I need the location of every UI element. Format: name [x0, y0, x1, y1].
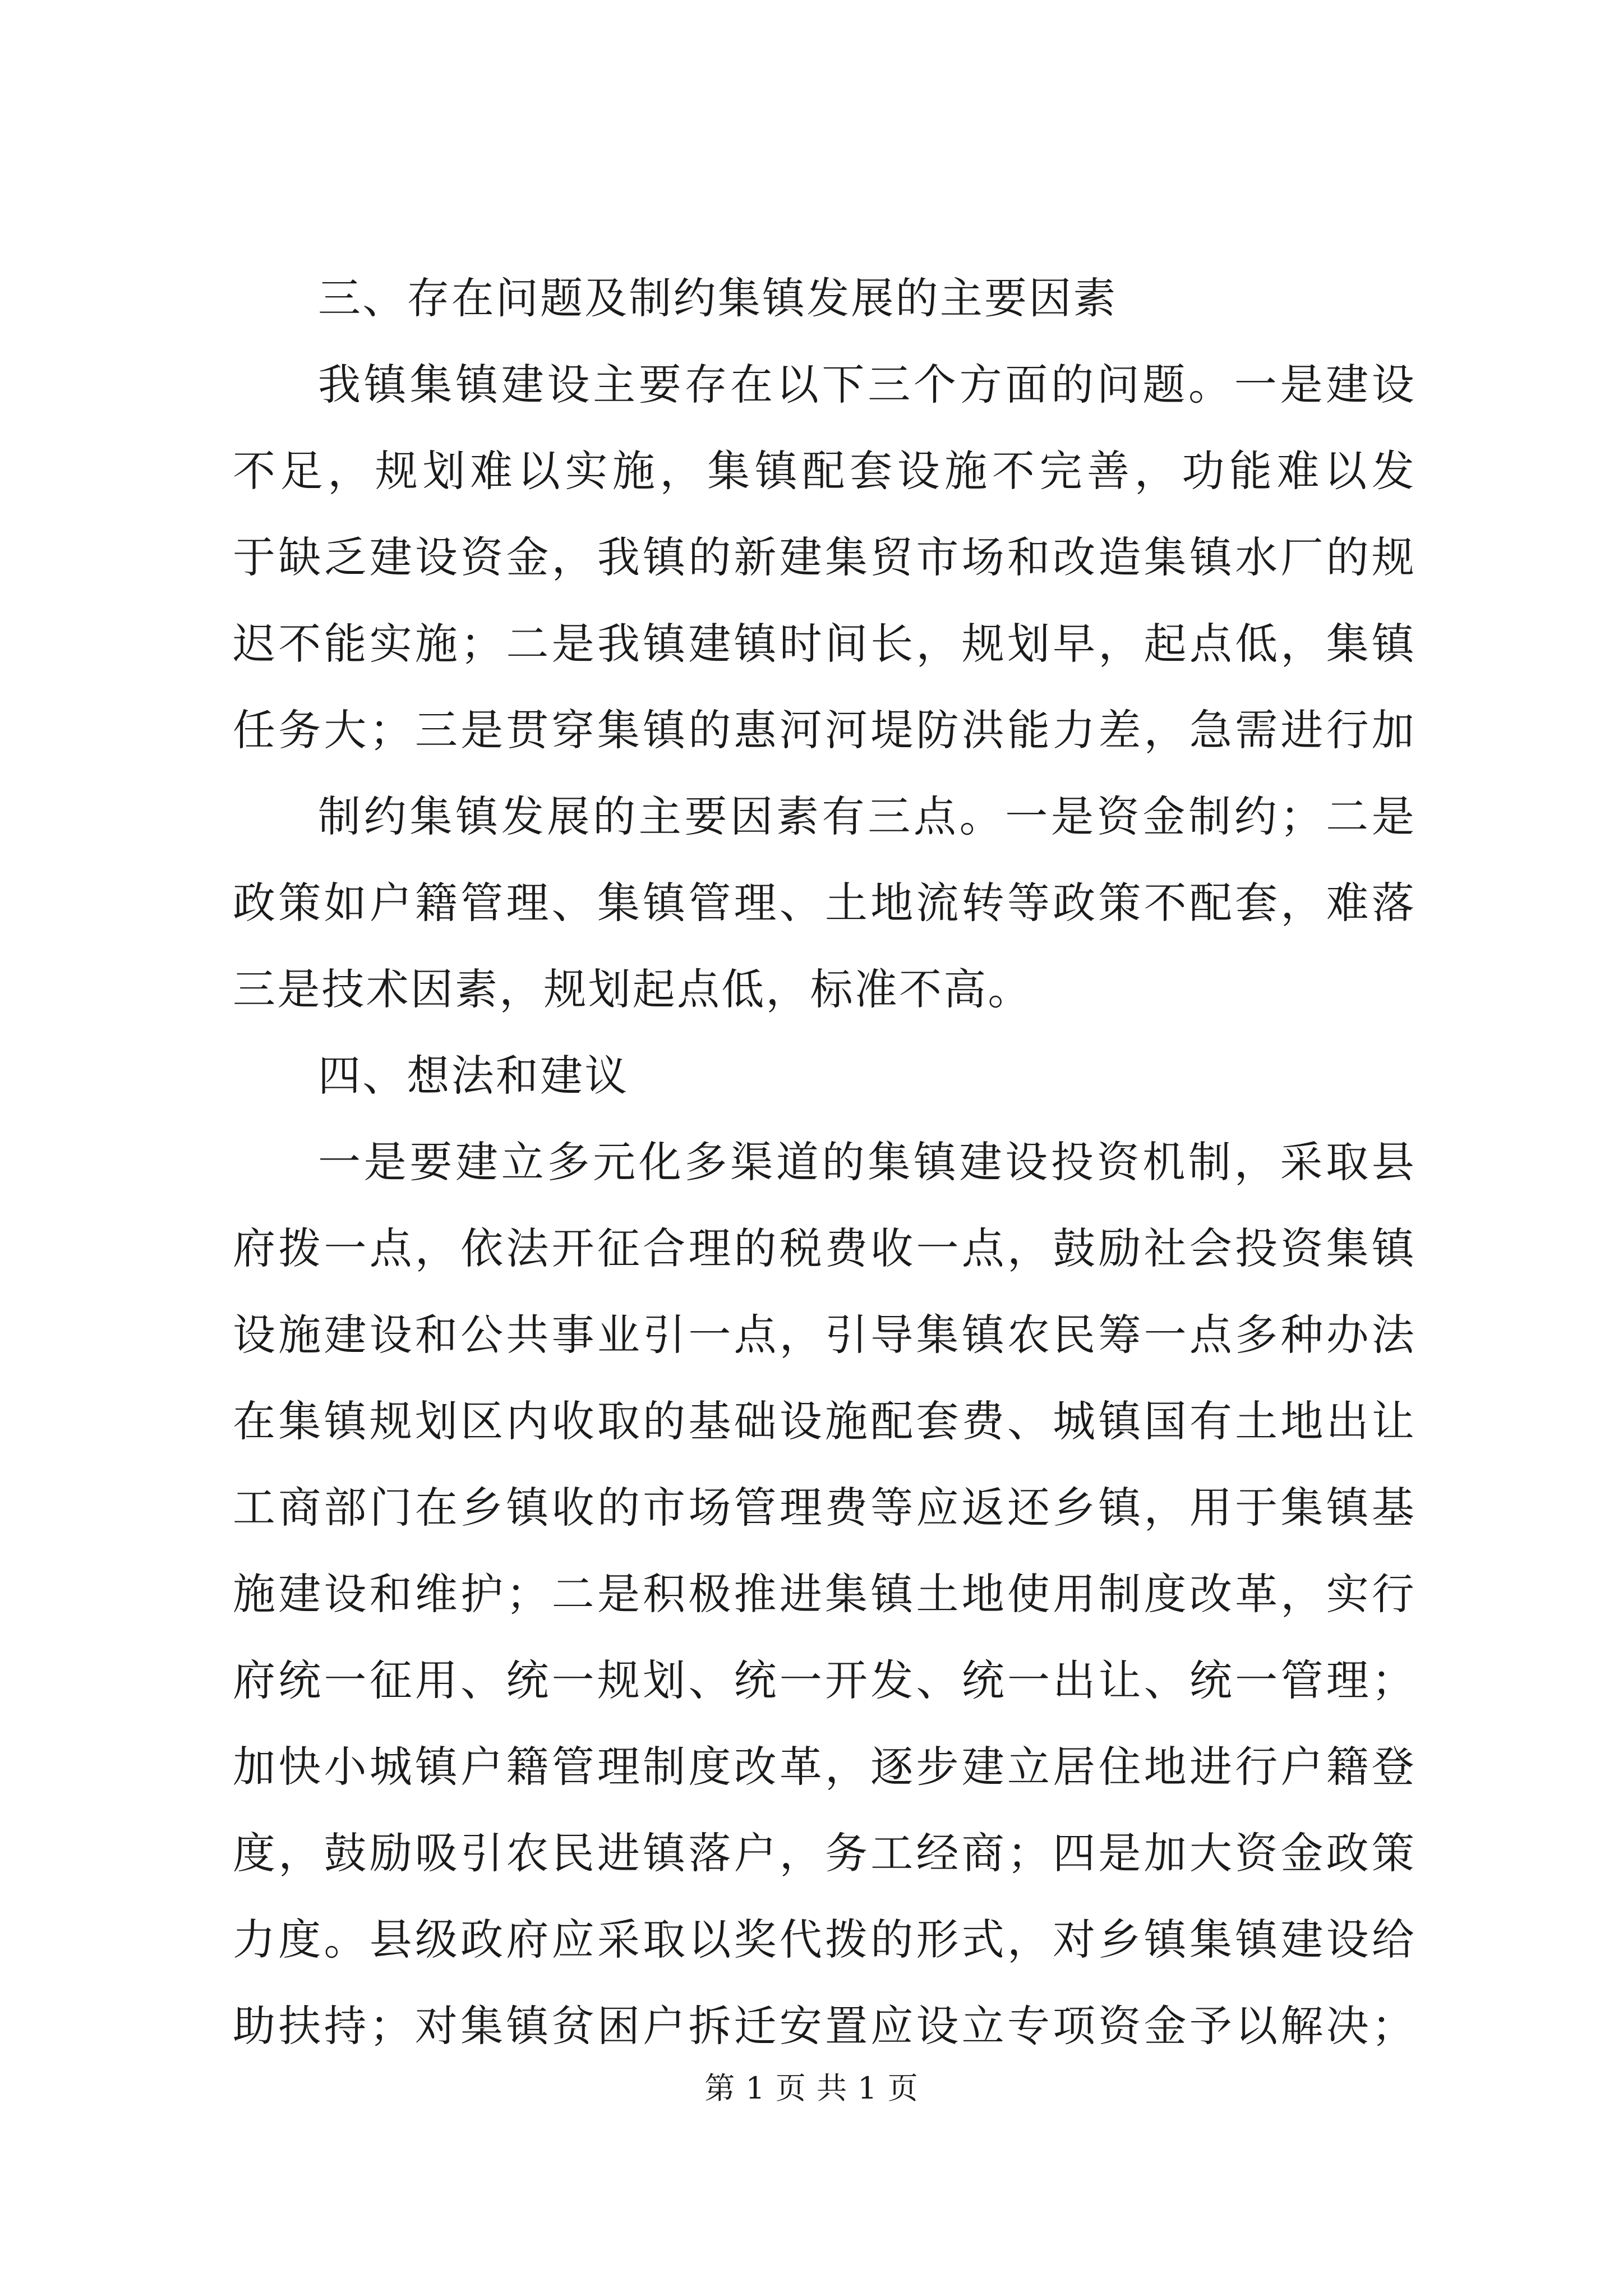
page-footer: 第 1 页 共 1 页 — [704, 2070, 919, 2106]
text-line: 助扶持；对集镇贫困户拆迁安置应设立专项资金予以解决； — [233, 2001, 1416, 2051]
text-line: 施建设和维护；二是积极推进集镇土地使用制度改革，实行 — [233, 1569, 1416, 1619]
text-line: 府拨一点，依法开征合理的税费收一点，鼓励社会投资集镇 — [233, 1223, 1416, 1273]
text-line: 不足，规划难以实施，集镇配套设施不完善，功能难以发 — [233, 446, 1416, 496]
text-line: 三、存在问题及制约集镇发展的主要因素 — [318, 273, 1118, 323]
text-line: 一是要建立多元化多渠道的集镇建设投资机制，采取县 — [318, 1137, 1416, 1187]
text-line: 加快小城镇户籍管理制度改革，逐步建立居住地进行户籍登 — [233, 1742, 1416, 1792]
text-line: 工商部门在乡镇收的市场管理费等应返还乡镇，用于集镇基 — [233, 1483, 1416, 1533]
text-line: 制约集镇发展的主要因素有三点。一是资金制约；二是 — [318, 792, 1416, 841]
text-line: 在集镇规划区内收取的基础设施配套费、城镇国有土地出让 — [233, 1396, 1416, 1446]
text-line: 我镇集镇建设主要存在以下三个方面的问题。一是建设 — [318, 360, 1416, 409]
text-line: 府统一征用、统一规划、统一开发、统一出让、统一管理； — [233, 1655, 1416, 1705]
text-line: 设施建设和公共事业引一点，引导集镇农民筹一点多种办法 — [233, 1310, 1416, 1360]
text-line: 四、想法和建议 — [318, 1051, 629, 1101]
text-line: 任务大；三是贯穿集镇的惠河河堤防洪能力差，急需进行加 — [233, 705, 1416, 755]
text-line: 度，鼓励吸引农民进镇落户，务工经商；四是加大资金政策 — [233, 1828, 1416, 1878]
text-line: 于缺乏建设资金，我镇的新建集贸市场和改造集镇水厂的规 — [233, 532, 1416, 582]
text-line: 政策如户籍管理、集镇管理、土地流转等政策不配套，难落 — [233, 878, 1416, 928]
document-body — [233, 255, 1416, 2069]
text-line: 迟不能实施；二是我镇建镇时间长，规划早，起点低，集镇 — [233, 619, 1416, 669]
text-line: 三是技术因素，规划起点低，标准不高。 — [233, 964, 1032, 1014]
text-line: 力度。县级政府应采取以奖代拨的形式，对乡镇集镇建设给 — [233, 1915, 1416, 1964]
